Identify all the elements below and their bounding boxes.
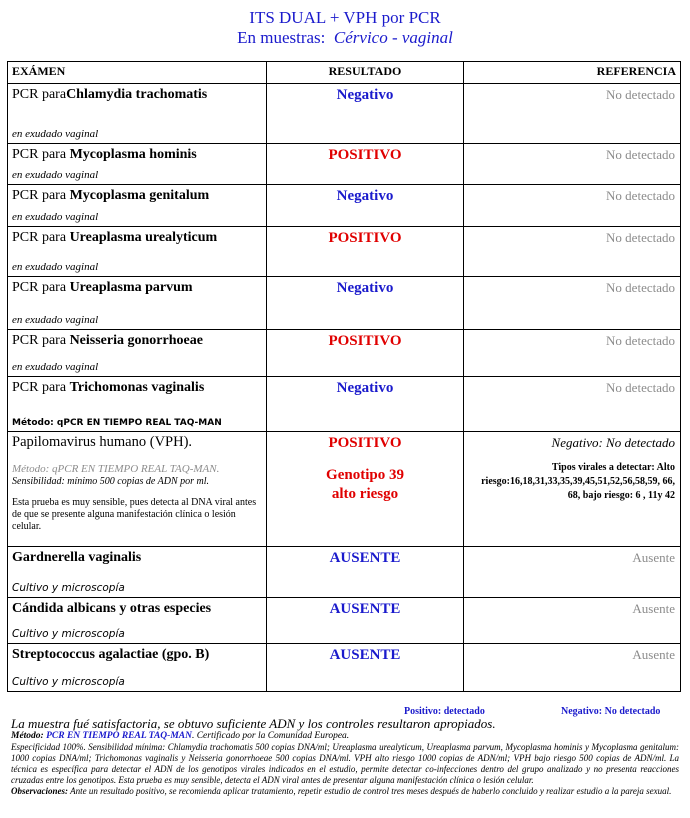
exam-prefix: PCR para bbox=[12, 87, 67, 102]
reference-cell bbox=[464, 432, 681, 547]
result-cell: Negativo bbox=[267, 377, 464, 432]
reference-cell: Ausente bbox=[464, 547, 681, 598]
observations bbox=[11, 786, 679, 797]
result-cell: POSITIVO bbox=[267, 144, 464, 185]
exam-prefix: PCR para bbox=[12, 333, 70, 348]
exam-organism: Trichomonas vaginalis bbox=[69, 380, 205, 395]
exam-subtext: en exudado vaginal bbox=[12, 261, 99, 273]
exam-subtext: en exudado vaginal bbox=[12, 361, 99, 373]
legend-negative: Negativo: No detectado bbox=[561, 706, 661, 717]
exam-prefix: PCR para bbox=[12, 280, 70, 295]
results-table bbox=[7, 61, 681, 692]
method-line bbox=[11, 731, 679, 742]
exam-organism: Mycoplasma genitalum bbox=[69, 188, 210, 203]
sample-note: La muestra fué satisfactoria, se obtuvo suficiente ADN y los controles resultaron apropiados. bbox=[11, 716, 496, 731]
report-header bbox=[0, 8, 690, 48]
table-row bbox=[8, 84, 681, 144]
result-cell: POSITIVO bbox=[267, 227, 464, 277]
exam-cell bbox=[8, 227, 267, 277]
method-value: PCR EN TIEMPO REAL TAQ-MAN bbox=[46, 731, 192, 741]
exam-organism: Papilomavirus humano (VPH). bbox=[12, 434, 193, 450]
exam-prefix: PCR para bbox=[12, 230, 70, 245]
sample-type bbox=[0, 28, 690, 48]
table-row bbox=[8, 227, 681, 277]
exam-organism: Ureaplasma parvum bbox=[69, 280, 193, 295]
exam-cell bbox=[8, 84, 267, 144]
exam-organism: Streptococcus agalactiae (gpo. B) bbox=[12, 647, 210, 662]
table-row bbox=[8, 185, 681, 227]
exam-cell bbox=[8, 377, 267, 432]
exam-method: Método: qPCR EN TIEMPO REAL TAQ-MAN bbox=[12, 418, 222, 428]
vph-note: Esta prueba es muy sensible, pues detecta al DNA viral antes de que se presente alguna manifestación clínica o lesión celular. bbox=[12, 497, 257, 532]
vph-genotype-block bbox=[267, 466, 463, 504]
table-row bbox=[8, 144, 681, 185]
exam-organism: Gardnerella vaginalis bbox=[12, 550, 142, 565]
exam-cell bbox=[8, 144, 267, 185]
exam-subtext: Cultivo y microscopía bbox=[12, 676, 125, 688]
exam-cell bbox=[8, 598, 267, 644]
result-cell: POSITIVO bbox=[267, 330, 464, 377]
column-header-reference: REFERENCIA bbox=[464, 62, 681, 84]
exam-cell bbox=[8, 644, 267, 692]
table-header-row bbox=[8, 62, 681, 84]
table-row bbox=[8, 547, 681, 598]
sample-value: Cérvico - vaginal bbox=[333, 28, 453, 47]
vph-sensitivity: Sensibilidad: mínimo 500 copias de ADN por ml. bbox=[12, 476, 210, 487]
method-cert: . Certificado por la Comunidad Europea. bbox=[191, 731, 350, 741]
result-cell: AUSENTE bbox=[267, 644, 464, 692]
exam-subtext: Cultivo y microscopía bbox=[12, 628, 125, 640]
exam-prefix: PCR para bbox=[12, 188, 70, 203]
vph-reference: Negativo: No detectado bbox=[551, 435, 675, 450]
exam-organism: Mycoplasma hominis bbox=[69, 147, 197, 162]
vph-method: Método: qPCR EN TIEMPO REAL TAQ-MAN. bbox=[12, 463, 220, 475]
exam-subtext: en exudado vaginal bbox=[12, 128, 99, 140]
table-row bbox=[8, 644, 681, 692]
vph-types: Tipos virales a detectar: Alto riesgo:16,18,31,33,35,39,45,51,52,56,58,59, 66, 68, bajo riesgo: 6 , 11y 42 bbox=[481, 462, 675, 501]
exam-cell bbox=[8, 185, 267, 227]
method-label: Método: bbox=[11, 731, 44, 741]
reference-cell: Ausente bbox=[464, 598, 681, 644]
table-row bbox=[8, 377, 681, 432]
reference-cell: No detectado bbox=[464, 330, 681, 377]
exam-subtext: en exudado vaginal bbox=[12, 169, 99, 181]
exam-cell bbox=[8, 547, 267, 598]
reference-cell: Ausente bbox=[464, 644, 681, 692]
result-cell: AUSENTE bbox=[267, 598, 464, 644]
reference-cell: No detectado bbox=[464, 377, 681, 432]
reference-cell: No detectado bbox=[464, 144, 681, 185]
legend-positive: Positivo: detectado bbox=[404, 706, 485, 717]
observations-label: Observaciones: bbox=[11, 786, 68, 796]
exam-organism: Cándida albicans y otras especies bbox=[12, 601, 212, 616]
specificity-text: Especificidad 100%. Sensibilidad mínima: Chlamydia trachomatis 500 copias DNA/ml; Ureaplasma urealyticum, Ureaplasma parvum, Mycoplasma hominis y Mycoplasma genitalum: 1000 copias DNA/ml; Trichomonas vaginalis y Neisseria gonorrhoeae 500 copias DNA/ml. VPH alto riesgo 1000 copias de ADN/ml; VPH bajo riesgo 500 copias de ADN/ml. La técnica es específica para detectar el ADN de los genotipos virales indicados en el estudio, permite detectar co-infecciones dentro del grupo analizado y no presenta reacciones cruzadas entre los genotipos. Esta prueba es muy sensible, detecta el ADN viral antes de presentar alguna manifestación clínica o lesión celular. bbox=[11, 742, 679, 785]
result-cell: Negativo bbox=[267, 84, 464, 144]
reference-cell: No detectado bbox=[464, 185, 681, 227]
exam-organism: Neisseria gonorrhoeae bbox=[69, 333, 203, 348]
reference-cell: No detectado bbox=[464, 227, 681, 277]
table-row bbox=[8, 277, 681, 330]
exam-organism: Chlamydia trachomatis bbox=[66, 87, 208, 102]
column-header-exam: EXÁMEN bbox=[8, 62, 267, 84]
exam-prefix: PCR para bbox=[12, 147, 70, 162]
result-cell bbox=[267, 432, 464, 547]
exam-organism: Ureaplasma urealyticum bbox=[69, 230, 218, 245]
exam-cell bbox=[8, 277, 267, 330]
vph-genotype: Genotipo 39 bbox=[326, 467, 404, 483]
sample-label: En muestras: bbox=[237, 28, 326, 47]
observations-text: Ante un resultado positivo, se recomienda aplicar tratamiento, repetir estudio de control tres meses después de haberlo concluido y realizar estudio a la pareja sexual. bbox=[68, 786, 672, 796]
exam-cell bbox=[8, 432, 267, 547]
result-cell: AUSENTE bbox=[267, 547, 464, 598]
table-row-vph bbox=[8, 432, 681, 547]
report-title: ITS DUAL + VPH por PCR bbox=[249, 8, 441, 27]
result-cell: Negativo bbox=[267, 277, 464, 330]
result-cell: Negativo bbox=[267, 185, 464, 227]
reference-cell: No detectado bbox=[464, 277, 681, 330]
table-row bbox=[8, 330, 681, 377]
exam-subtext: en exudado vaginal bbox=[12, 211, 99, 223]
exam-subtext: Cultivo y microscopía bbox=[12, 582, 125, 594]
column-header-result: RESULTADO bbox=[267, 62, 464, 84]
table-row bbox=[8, 598, 681, 644]
reference-cell: No detectado bbox=[464, 84, 681, 144]
vph-result: POSITIVO bbox=[328, 435, 402, 451]
exam-prefix: PCR para bbox=[12, 380, 70, 395]
exam-subtext: en exudado vaginal bbox=[12, 314, 99, 326]
report-footer bbox=[11, 716, 679, 797]
exam-cell bbox=[8, 330, 267, 377]
vph-risk: alto riesgo bbox=[331, 486, 399, 502]
